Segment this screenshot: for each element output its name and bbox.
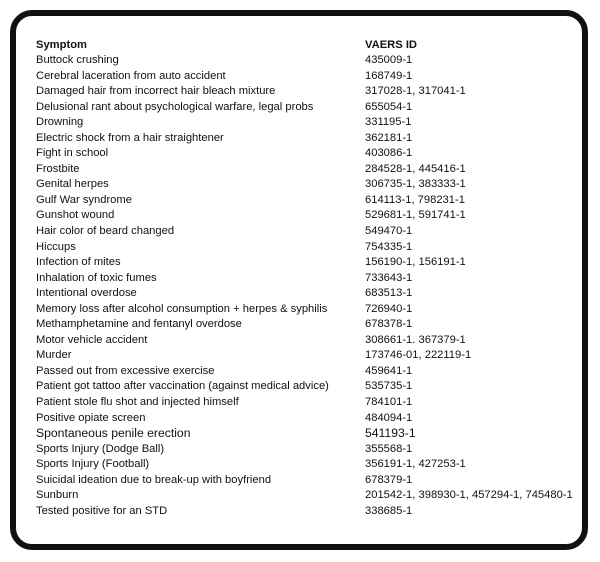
- table-row: [36, 504, 576, 520]
- table-row: [36, 395, 576, 411]
- vaers-id-cell: 356191-1, 427253-1: [365, 458, 466, 471]
- table-row: [36, 193, 576, 209]
- vaers-id-cell: 459641-1: [365, 364, 413, 377]
- table-row: [36, 146, 576, 162]
- vaers-id-cell: 201542-1, 398930-1, 457294-1, 745480-1: [365, 489, 573, 502]
- table-row: [36, 255, 576, 271]
- table-card: [10, 10, 588, 550]
- table-container: [36, 37, 576, 519]
- symptom-column-header: Symptom: [36, 39, 87, 51]
- vaers-id-cell: 733643-1: [365, 271, 413, 284]
- table-row: [36, 224, 576, 240]
- symptom-cell: Hiccups: [36, 240, 76, 253]
- symptom-cell: Sports Injury (Football): [36, 458, 150, 471]
- vaers-id-cell: 168749-1: [365, 69, 413, 82]
- table-row: [36, 488, 576, 504]
- symptom-cell: Frostbite: [36, 162, 80, 175]
- table-row: [36, 364, 576, 380]
- vaers-id-cell: 655054-1: [365, 100, 413, 113]
- vaers-id-cell: 338685-1: [365, 504, 413, 517]
- vaers-id-cell: 549470-1: [365, 225, 413, 238]
- vaers-id-cell: 754335-1: [365, 240, 413, 253]
- symptom-cell: Damaged hair from incorrect hair bleach mixture: [36, 85, 276, 98]
- table-row: [36, 457, 576, 473]
- vaers-id-cell: 284528-1, 445416-1: [365, 162, 466, 175]
- vaers-id-cell: 484094-1: [365, 411, 413, 424]
- symptom-cell: Passed out from excessive exercise: [36, 364, 215, 377]
- vaers-table: [36, 37, 576, 519]
- table-row: [36, 426, 576, 442]
- symptom-cell: Motor vehicle accident: [36, 333, 148, 346]
- vaers-id-cell: 308661-1. 367379-1: [365, 333, 466, 346]
- symptom-cell: Suicidal ideation due to break-up with boyfriend: [36, 473, 272, 486]
- symptom-cell: Drowning: [36, 116, 84, 129]
- symptom-cell: Memory loss after alcohol consumption + herpes & syphilis: [36, 302, 328, 315]
- symptom-cell: Hair color of beard changed: [36, 225, 175, 238]
- symptom-cell: Delusional rant about psychological warfare, legal probs: [36, 100, 314, 113]
- vaers-id-cell: 535735-1: [365, 380, 413, 393]
- vaers-id-cell: 678378-1: [365, 318, 413, 331]
- table-row: [36, 442, 576, 458]
- vaers-id-cell: 435009-1: [365, 54, 413, 66]
- symptom-cell: Positive opiate screen: [36, 411, 146, 424]
- table-row: [36, 333, 576, 349]
- symptom-cell: Patient got tattoo after vaccination (against medical advice): [36, 380, 329, 393]
- symptom-cell: Methamphetamine and fentanyl overdose: [36, 318, 242, 331]
- table-row: [36, 69, 576, 85]
- table-row: [36, 162, 576, 178]
- table-header-row: [36, 37, 576, 53]
- symptom-cell: Infection of mites: [36, 256, 121, 269]
- vaers-id-cell: 529681-1, 591741-1: [365, 209, 466, 222]
- vaers-id-cell: 355568-1: [365, 442, 413, 455]
- symptom-cell: Sunburn: [36, 489, 79, 502]
- symptom-cell: Gulf War syndrome: [36, 193, 132, 206]
- symptom-cell: Patient stole flu shot and injected himself: [36, 396, 239, 409]
- table-row: [36, 100, 576, 116]
- table-row: [36, 177, 576, 193]
- table-row: [36, 53, 576, 69]
- vaers-id-cell: 678379-1: [365, 473, 413, 486]
- table-row: [36, 411, 576, 427]
- table-row: [36, 115, 576, 131]
- table-row: [36, 84, 576, 100]
- vaers-id-cell: 173746-01, 222119-1: [365, 349, 472, 362]
- symptom-cell: Murder: [36, 349, 72, 362]
- symptom-cell: Cerebral laceration from auto accident: [36, 69, 226, 82]
- vaers-id-cell: 306735-1, 383333-1: [365, 178, 466, 191]
- table-row: [36, 317, 576, 333]
- table-row: [36, 302, 576, 318]
- symptom-cell: Intentional overdose: [36, 287, 137, 300]
- vaers-id-cell: 784101-1: [365, 396, 413, 409]
- vaers-id-column-header: VAERS ID: [365, 39, 418, 51]
- table-row: [36, 271, 576, 287]
- symptom-cell: Spontaneous penile erection: [36, 426, 191, 441]
- symptom-cell: Tested positive for an STD: [36, 504, 168, 517]
- vaers-id-cell: 156190-1, 156191-1: [365, 256, 466, 269]
- symptom-cell: Inhalation of toxic fumes: [36, 271, 157, 284]
- table-row: [36, 286, 576, 302]
- symptom-cell: Fight in school: [36, 147, 109, 160]
- table-row: [36, 240, 576, 256]
- table-row: [36, 348, 576, 364]
- table-row: [36, 473, 576, 489]
- vaers-id-cell: 317028-1, 317041-1: [365, 85, 466, 98]
- symptom-cell: Buttock crushing: [36, 54, 119, 66]
- vaers-id-cell: 614113-1, 798231-1: [365, 193, 465, 206]
- vaers-id-cell: 362181-1: [365, 131, 413, 144]
- symptom-cell: Gunshot wound: [36, 209, 115, 222]
- symptom-cell: Genital herpes: [36, 178, 109, 191]
- table-row: [36, 208, 576, 224]
- table-row: [36, 379, 576, 395]
- vaers-id-cell: 726940-1: [365, 302, 413, 315]
- table-row: [36, 131, 576, 147]
- symptom-cell: Sports Injury (Dodge Ball): [36, 442, 165, 455]
- vaers-id-cell: 403086-1: [365, 147, 413, 160]
- vaers-id-cell: 331195-1: [365, 116, 412, 129]
- vaers-id-cell: 683513-1: [365, 287, 413, 300]
- table-body: [36, 53, 576, 519]
- vaers-id-cell: 541193-1: [365, 426, 416, 441]
- symptom-cell: Electric shock from a hair straightener: [36, 131, 224, 144]
